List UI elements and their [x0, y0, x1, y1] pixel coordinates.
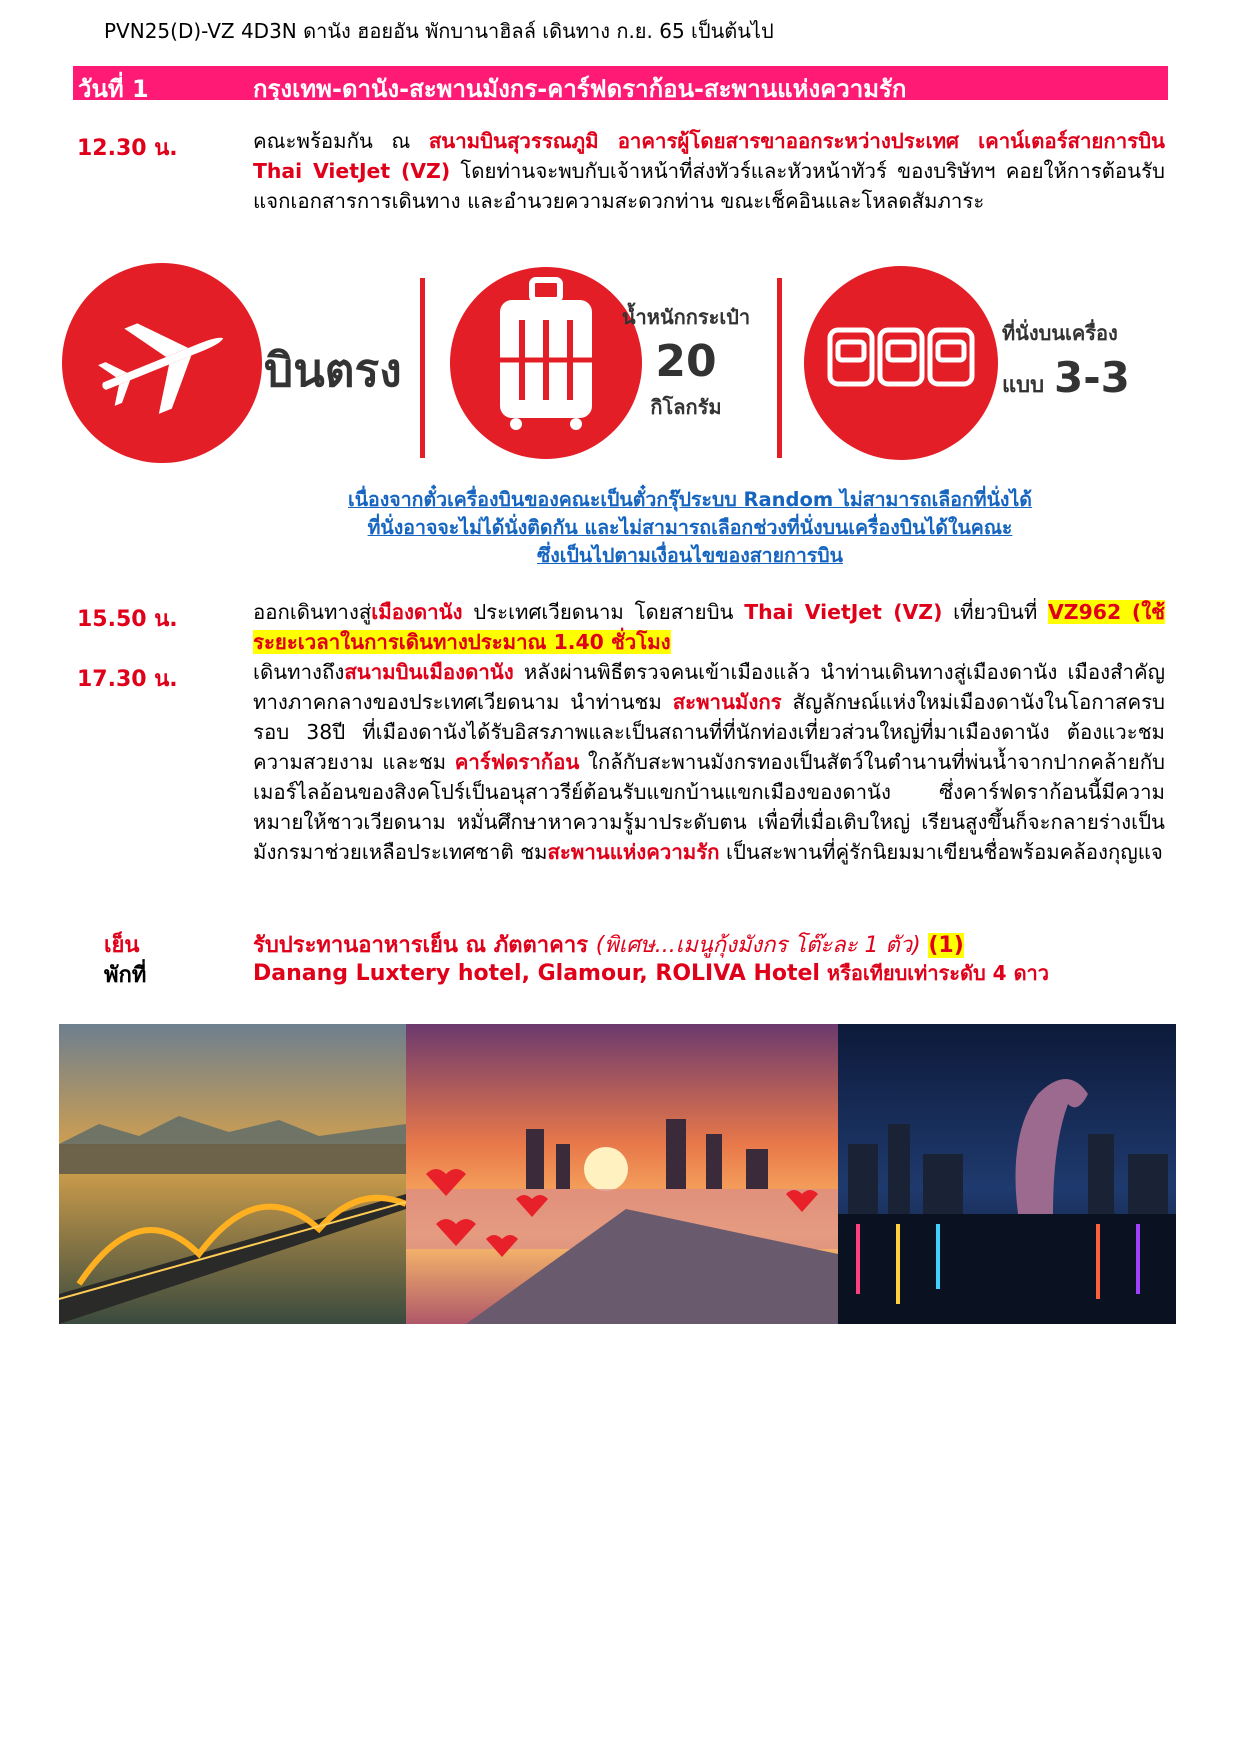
seat-prefix: แบบ — [1002, 373, 1045, 398]
photo-love-bridge — [406, 1024, 838, 1324]
seat-notice-line: ซึ่งเป็นไปตามเงื่อนไขของสายการบิน — [537, 544, 843, 567]
text-segment: เดินทางถึง — [253, 660, 345, 684]
seat-label: ที่นั่งบนเครื่อง — [1002, 321, 1118, 345]
text-segment: ประเทศเวียดนาม โดยสายบิน — [462, 600, 745, 624]
seat-layout: 3-3 — [1054, 353, 1130, 402]
flight-duration: (ใช้ระยะเวลาในการเดินทางประมาณ 1.40 ชั่วโมง — [253, 600, 1165, 654]
airport-counter-highlight: สนามบินสุวรรณภูมิ อาคารผู้โดยสารขาออกระหว่างประเทศ เคาน์เตอร์สายการบิน Thai VietJet (VZ) — [253, 129, 1165, 183]
text-segment: โดยท่านจะพบกับเจ้าหน้าที่ส่งทัวร์และหัวหน้าทัวร์ ของบริษัทฯ คอยให้การต้อนรับ แจกเอกสารการเดินทาง และอำนวยความสะดวกท่าน ขณะเช็คอินและโหลดสัมภาระ — [253, 159, 1165, 213]
baggage-weight: 20 — [655, 336, 717, 387]
dinner-count: (1) — [928, 933, 964, 958]
luggage-icon — [500, 280, 592, 430]
schedule-paragraph-1550 — [253, 597, 1165, 657]
text-segment: เป็นสะพานที่คู่รักนิยมมาเขียนชื่อพร้อมคล้องกุญแจ — [719, 840, 1163, 864]
day-route: กรุงเทพ-ดานัง-สะพานมังกร-คาร์ฟดราก้อน-สะพานแห่งความรัก — [253, 75, 907, 103]
hotel-label: พักที่ — [104, 963, 147, 988]
dinner-main: รับประทานอาหารเย็น ณ ภัตตาคาร — [253, 933, 589, 958]
flight-number: VZ962 — [1048, 600, 1122, 624]
hotel-info — [253, 957, 1049, 989]
text-segment: หลังผ่านพิธีตรวจคนเข้าเมืองแล้ว นำท่านเดินทางสู่เมืองดานัง เมืองสำคัญทางภาคกลางของประเทศเวียดนาม นำท่านชม — [253, 660, 1165, 714]
text-segment: คณะพร้อมกัน ณ — [253, 129, 429, 153]
hotel-suffix: หรือเทียบเท่าระดับ 4 ดาว — [819, 961, 1050, 985]
time-1730: 17.30 น. — [77, 667, 178, 692]
airline-highlight: Thai VietJet (VZ) — [744, 600, 943, 624]
document-header: PVN25(D)-VZ 4D3N ดานัง ฮอยอัน พักบานาฮิลล์ เดินทาง ก.ย. 65 เป็นต้นไป — [104, 19, 774, 43]
text-segment: สัญลักษณ์แห่งใหม่เมืองดานังในโอกาสครบรอบ 38ปี ที่เมืองดานังได้รับอิสรภาพและเป็นสถานที่ที่นักท่องเที่ยวส่วนใหญ่ที่มาเมืองดานัง ต้องแวะชมความสวยงาม และชม — [253, 690, 1166, 774]
banner-divider — [420, 278, 425, 458]
love-bridge-highlight: สะพานแห่งความรัก — [547, 840, 720, 864]
seat-notice-line: เนื่องจากตั๋วเครื่องบินของคณะเป็นตั๋วกรุ๊ประบบ Random ไม่สามารถเลือกที่นั่งได้ — [348, 488, 1032, 511]
direct-flight-text: บินตรง — [264, 343, 402, 397]
time-1230: 12.30 น. — [77, 136, 178, 161]
flight-info-banner — [54, 262, 1184, 478]
schedule-paragraph-1230 — [253, 126, 1165, 216]
text-segment: เที่ยวบินที่ — [942, 600, 1048, 624]
day-label: วันที่ 1 — [78, 75, 149, 103]
baggage-unit: กิโลกรัม — [650, 395, 722, 419]
photo-dragon-bridge — [59, 1024, 406, 1324]
banner-divider — [777, 278, 782, 458]
text-segment: ใกล้กับสะพานมังกรทองเป็นสัตว์ในตำนานที่พ่นน้ำจากปากคล้ายกับเมอร์ไลอ้อนของสิงคโปร์เป็นอนุสาวรีย์ต้อนรับแขกบ้านแขกเมืองของดานัง ซึ่งคาร์ฟดราก้อนนี้มีความหมายให้ชาวเวียดนาม หมั่นศึกษาหาความรู้มาประดับตน เพื่อที่เมื่อเติบใหญ่ เรียนสูงขึ้นก็จะกลายร่างเป็นมังกรมาช่วยเหลือประเทศชาติ ชม — [253, 750, 1165, 864]
banner-graphic — [54, 262, 1184, 478]
seat-notice-line: ที่นั่งอาจจะไม่ได้นั่งติดกัน และไม่สามารถเลือกช่วงที่นั่งบนเครื่องบินได้ในคณะ — [367, 516, 1013, 539]
carp-dragon-highlight: คาร์ฟดราก้อน — [454, 750, 580, 774]
hotel-names: Danang Luxtery hotel, Glamour, ROLIVA Hotel — [253, 961, 820, 986]
photo-carp-dragon — [838, 1024, 1176, 1324]
seat-notice — [250, 486, 1130, 570]
danang-airport-highlight: สนามบินเมืองดานัง — [344, 660, 514, 684]
schedule-paragraph-1730 — [253, 657, 1165, 867]
dinner-label: เย็น — [104, 933, 140, 958]
dinner-special: (พิเศษ...เมนูกุ้งมังกร โต๊ะละ 1 ตัว) — [595, 933, 921, 958]
baggage-label: น้ำหนักกระเป๋า — [621, 305, 751, 329]
text-segment — [1121, 600, 1132, 624]
seats-circle — [804, 266, 998, 460]
danang-city-highlight: เมืองดานัง — [371, 600, 463, 624]
time-1550: 15.50 น. — [77, 607, 178, 632]
dragon-bridge-highlight: สะพานมังกร — [672, 690, 782, 714]
text-segment: ออกเดินทางสู่ — [253, 600, 372, 624]
